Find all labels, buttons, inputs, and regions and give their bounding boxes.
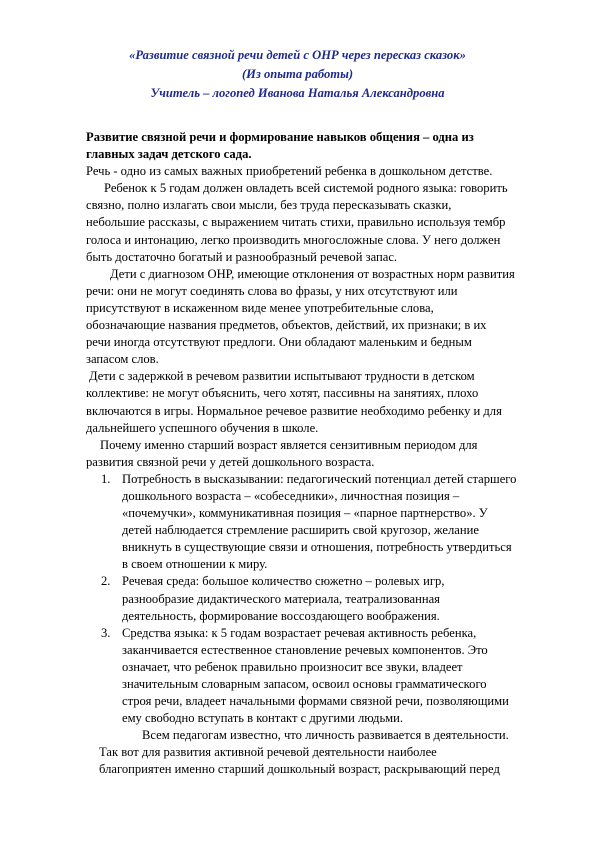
list-line: разнообразие дидактического материала, театрализованная — [122, 591, 440, 606]
document-author: Учитель – логопед Иванова Наталья Александровна — [150, 86, 445, 100]
list-number: 3. — [101, 625, 111, 640]
paragraph-line: дальнейшего успешного обучения в школе. — [86, 420, 319, 435]
paragraph-line: Всем педагогам известно, что личность развивается в деятельности. — [142, 728, 509, 743]
list-line: ему свободно вступать в контакт с другими людьми. — [122, 711, 404, 726]
paragraph-line: речи иногда отсутствуют предлоги. Они обладают маленьким и бедным — [86, 335, 472, 350]
list-line: Речевая среда: большое количество сюжетно – ролевых игр, — [122, 574, 445, 589]
list-line: Потребность в высказывании: педагогический потенциал детей старшего — [122, 471, 517, 486]
paragraph-line: Ребенок к 5 годам должен овладеть всей системой родного языка: говорить — [104, 181, 508, 196]
paragraph-onr-diagnosis — [86, 266, 546, 369]
intro-line: Речь - одно из самых важных приобретений ребенка в дошкольном детстве. — [86, 164, 493, 179]
paragraph-child-language — [86, 180, 546, 265]
paragraph-closing — [99, 727, 546, 778]
list-number: 1. — [101, 471, 111, 486]
paragraph-line: присутствуют в искаженном виде менее употребительные слова, — [86, 300, 434, 315]
list-line: значительным словарным запасом, освоил основы грамматического — [122, 677, 487, 691]
list-line: вникнуть в существующие связи и отношения, потребность утвердиться — [122, 540, 512, 555]
list-line: «почемучки», коммуникативная позиция – «парное партнерство». У — [122, 506, 488, 521]
list-item — [86, 625, 546, 728]
document-header — [0, 46, 595, 103]
paragraph-line: Так вот для развития активной речевой деятельности наиболее — [99, 745, 437, 760]
list-line: строя речи, владеет начальными формами связной речи, позволяющими — [122, 694, 509, 709]
list-line: деятельность, формирование воссоздающего воображения. — [122, 608, 440, 623]
paragraph-senior-age — [86, 437, 546, 471]
list-item — [86, 573, 546, 624]
paragraph-line: Дети с диагнозом ОНР, имеющие отклонения от возрастных норм развития — [110, 266, 515, 281]
paragraph-line: речи: они не могут соединять слова во фразы, у них отсутствуют или — [86, 283, 458, 298]
numbered-list — [86, 471, 546, 727]
list-line: дошкольного возраста – «собеседники», личностная позиция – — [122, 488, 460, 503]
paragraph-line: связно, полно излагать свои мысли, без труда пересказывать сказки, — [86, 198, 452, 213]
paragraph-line: включаются в игры. Нормальное речевое развитие необходимо ребенку и для — [86, 403, 502, 418]
paragraph-line: небольшие рассказы, с выражением читать стихи, правильно используя тембр — [86, 215, 506, 230]
paragraph-line: запасом слов. — [86, 352, 159, 367]
list-line: означает, что ребенок правильно произносит все звуки, владеет — [122, 659, 463, 674]
paragraph-speech-delay — [86, 368, 546, 436]
paragraph-line: Почему именно старший возраст является сензитивным периодом для — [100, 437, 478, 452]
paragraph-line: быть достаточно богатый и разнообразный речевой запас. — [86, 249, 398, 264]
list-item — [86, 471, 546, 574]
list-line: детей наблюдается стремление расширить свой кругозор, желание — [122, 523, 479, 538]
paragraph-line: Дети с задержкой в речевом развитии испытывают трудности в детском — [89, 369, 475, 384]
list-line: Средства языка: к 5 годам возрастает речевая активность ребенка, — [122, 625, 477, 640]
document-body — [86, 129, 546, 779]
paragraph-line: коллективе: не могут объяснить, чего хотят, пассивны на занятиях, плохо — [86, 386, 479, 401]
list-line: в своем отношении к миру. — [122, 557, 268, 572]
paragraph-line: голоса и интонацию, легко производить многосложные слова. У него должен — [86, 232, 501, 247]
paragraph-line: развития связной речи у детей дошкольного возраста. — [86, 454, 375, 469]
document-title: «Развитие связной речи детей с ОНР через пересказ сказок» — [129, 48, 466, 62]
list-line: заканчивается естественное становление речевых компонентов. Это — [122, 642, 488, 657]
intro-bold-line: главных задач детского сада. — [86, 147, 252, 162]
intro-bold-line: Развитие связной речи и формирование навыков общения – одна из — [86, 130, 474, 144]
document-subtitle: (Из опыта работы) — [241, 67, 354, 81]
paragraph-line: благоприятен именно старший дошкольный возраст, раскрывающий перед — [99, 762, 500, 777]
list-number: 2. — [101, 574, 111, 589]
paragraph-line: обозначающие названия предметов, объектов, действий, их признаки; в их — [86, 318, 487, 333]
